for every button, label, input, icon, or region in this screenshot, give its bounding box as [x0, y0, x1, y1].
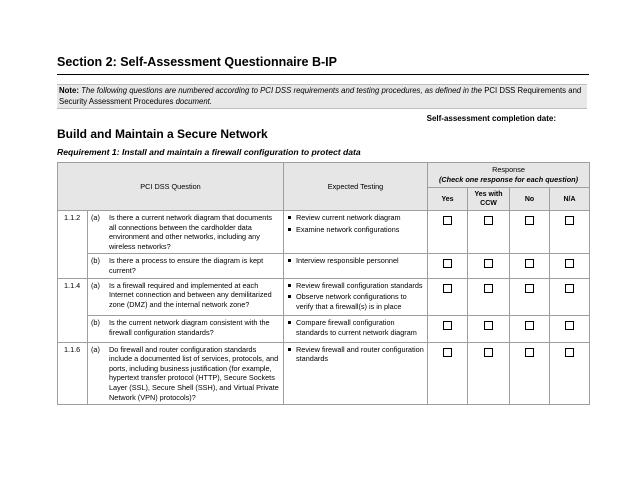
testing-item: Review firewall configuration standards [287, 281, 424, 291]
questionnaire-table [57, 162, 590, 405]
testing-item: Examine network configurations [287, 225, 424, 235]
testing-cell [284, 342, 428, 405]
testing-cell [284, 278, 428, 316]
table-row [58, 278, 590, 316]
testing-cell [284, 254, 428, 278]
question-text: Do firewall and router configuration standards include a documented list of services, protocols, and ports, including business justification (for example, hypertext transfer protocol (HTTP), Secure Sockets Layer (SSL), Secure Shell (SSH), and Virtual Private Network (VPN) protocols)? [109, 344, 279, 402]
yes-ccw-checkbox[interactable] [484, 216, 493, 225]
yes-checkbox[interactable] [443, 284, 452, 293]
table-row [58, 342, 590, 405]
testing-item: Review firewall and router configuration standards [287, 345, 424, 364]
yes-ccw-checkbox[interactable] [484, 284, 493, 293]
yes-ccw-checkbox[interactable] [484, 321, 493, 330]
na-checkbox[interactable] [565, 259, 574, 268]
no-checkbox[interactable] [525, 348, 534, 357]
question-letter: (a) [91, 344, 100, 354]
no-checkbox[interactable] [525, 284, 534, 293]
table-row [58, 316, 590, 342]
testing-item: Interview responsible personnel [287, 256, 424, 266]
no-checkbox[interactable] [525, 259, 534, 268]
question-cell [88, 342, 284, 405]
yes-checkbox[interactable] [443, 321, 452, 330]
note-banner [57, 84, 587, 109]
question-letter: (a) [91, 280, 100, 290]
question-text: Is there a current network diagram that documents all connections between the cardholder data environment and other networks, including any wireless networks? [109, 213, 273, 251]
header-testing: Expected Testing [284, 163, 428, 211]
yes-checkbox[interactable] [443, 259, 452, 268]
response-subtitle: (Check one response for each question) [438, 175, 579, 184]
testing-item: Observe network configurations to verify that a firewall(s) is in place [287, 292, 424, 311]
requirement-heading: Requirement 1: Install and maintain a firewall configuration to protect data [57, 147, 361, 157]
yes-ccw-checkbox[interactable] [484, 259, 493, 268]
question-text: Is a firewall required and implemented at each Internet connection and between any demilitarized zone (DMZ) and the internal network zone? [109, 280, 272, 309]
testing-cell [284, 211, 428, 254]
question-text: Is the current network diagram consistent with the firewall configuration standards? [109, 318, 270, 337]
header-yes-ccw: Yes with CCW [468, 188, 510, 211]
response-title: Response [492, 165, 525, 174]
section-title: Section 2: Self-Assessment Questionnaire B-IP [57, 55, 337, 69]
row-number: 1.1.4 [58, 278, 88, 342]
testing-item: Review current network diagram [287, 213, 424, 223]
header-na: N/A [550, 188, 590, 211]
question-letter: (a) [91, 213, 100, 222]
question-cell [88, 254, 284, 278]
completion-date-label: Self-assessment completion date: [426, 114, 556, 123]
question-cell [88, 278, 284, 316]
section-heading: Build and Maintain a Secure Network [57, 127, 268, 141]
header-yes: Yes [428, 188, 468, 211]
table-row [58, 254, 590, 278]
testing-item: Compare firewall configuration standards to current network diagram [287, 318, 424, 337]
na-checkbox[interactable] [565, 321, 574, 330]
row-number: 1.1.2 [58, 211, 88, 279]
question-cell [88, 316, 284, 342]
yes-checkbox[interactable] [443, 216, 452, 225]
header-question: PCI DSS Question [58, 163, 284, 211]
question-letter: (b) [91, 318, 100, 328]
yes-checkbox[interactable] [443, 348, 452, 357]
no-checkbox[interactable] [525, 216, 534, 225]
note-label: Note: [59, 86, 79, 95]
row-number: 1.1.6 [58, 342, 88, 405]
no-checkbox[interactable] [525, 321, 534, 330]
na-checkbox[interactable] [565, 348, 574, 357]
na-checkbox[interactable] [565, 216, 574, 225]
question-letter: (b) [91, 256, 100, 266]
question-cell [88, 211, 284, 254]
yes-ccw-checkbox[interactable] [484, 348, 493, 357]
question-text: Is there a process to ensure the diagram is kept current? [109, 256, 264, 275]
note-text: The following questions are numbered according to PCI DSS requirements and testing procedures, as defined in the [81, 86, 483, 95]
note-doc-name: PCI DSS Requirements and Security Assessment Procedures [59, 86, 582, 106]
testing-cell [284, 316, 428, 342]
table-row [58, 211, 590, 254]
header-no: No [510, 188, 550, 211]
header-response [428, 163, 590, 188]
na-checkbox[interactable] [565, 284, 574, 293]
note-text-end: document. [175, 97, 212, 106]
title-divider [57, 74, 589, 75]
